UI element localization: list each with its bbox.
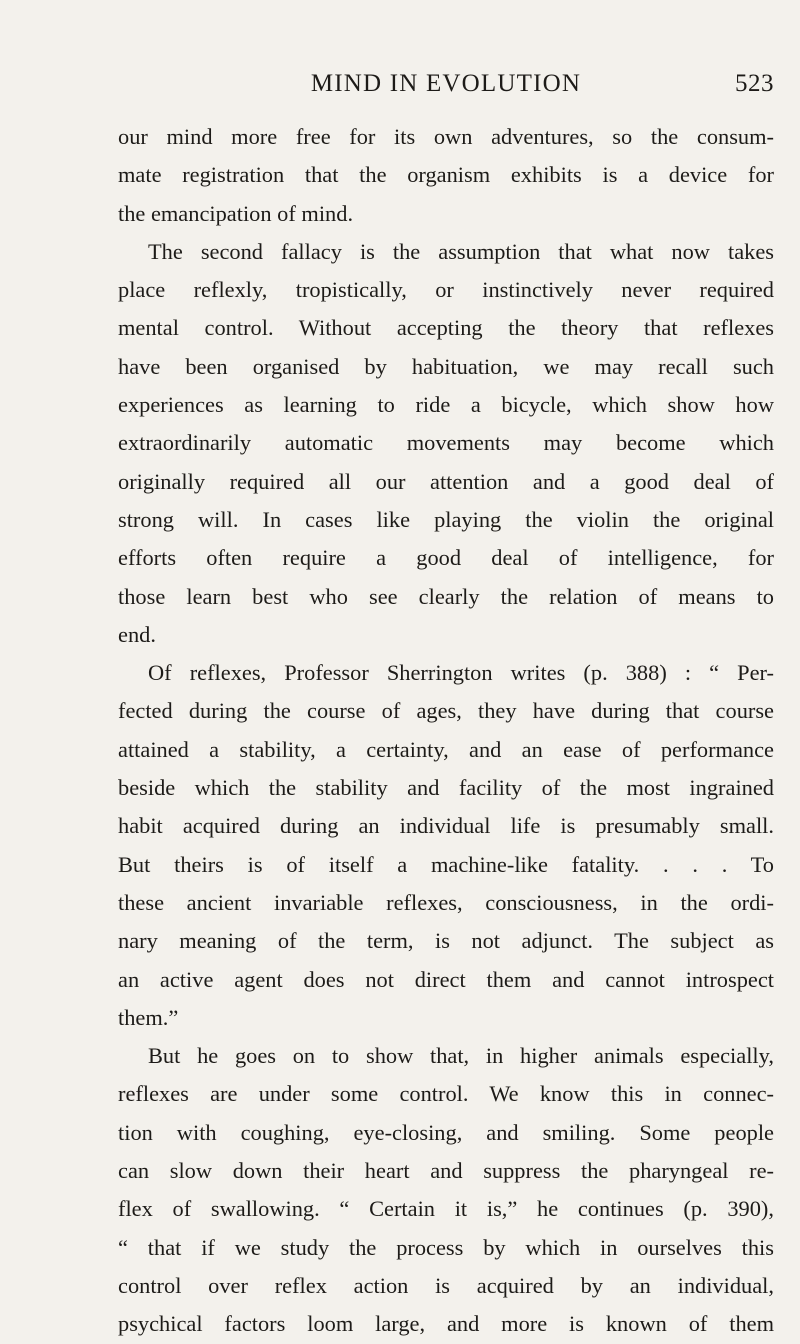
page-number: 523 [735, 70, 774, 97]
text-line: an active agent does not direct them and cannot introspect [118, 966, 774, 992]
text-line: mental control. Without accepting the theory that reflexes [118, 315, 774, 341]
text-line: those learn best who see clearly the relation of means to [118, 583, 774, 609]
text-line: strong will. In cases like playing the violin the original [118, 506, 774, 532]
text-line: have been organised by habituation, we may recall such [118, 353, 774, 379]
text-line: mate registration that the organism exhibits is a device for [118, 162, 774, 188]
text-line: beside which the stability and facility of the most ingrained [118, 775, 774, 801]
text-line: end. [118, 621, 156, 647]
text-line: extraordinarily automatic movements may become which [118, 430, 774, 456]
text-line: efforts often require a good deal of intelligence, for [118, 545, 774, 571]
text-line: The second fallacy is the assumption that what now takes [148, 238, 774, 264]
text-line: these ancient invariable reflexes, consciousness, in the ordi- [118, 889, 774, 915]
running-title: MIND IN EVOLUTION [310, 70, 582, 97]
text-line: psychical factors loom large, and more is known of them [118, 1311, 774, 1337]
text-line: our mind more free for its own adventures, so the consum- [118, 124, 774, 149]
text-line: place reflexly, tropistically, or instinctively never required [118, 277, 774, 303]
text-line: experiences as learning to ride a bicycle, which show how [118, 392, 774, 418]
text-line: fected during the course of ages, they have during that course [118, 698, 774, 724]
text-line: habit acquired during an individual life is presumably small. [118, 813, 774, 839]
text-line: nary meaning of the term, is not adjunct. The subject as [118, 928, 774, 954]
text-line: tion with coughing, eye-closing, and smiling. Some people [118, 1119, 774, 1145]
text-line: But theirs is of itself a machine-like fatality. . . . To [118, 851, 774, 877]
text-line: flex of swallowing. “ Certain it is,” he continues (p. 390), [118, 1196, 774, 1222]
text-line: reflexes are under some control. We know this in connec- [118, 1081, 774, 1107]
text-line: can slow down their heart and suppress the pharyngeal re- [118, 1158, 774, 1184]
text-line: originally required all our attention and a good deal of [118, 468, 774, 494]
text-line: Of reflexes, Professor Sherrington writes (p. 388) : “ Per- [148, 660, 774, 686]
text-line: control over reflex action is acquired by an individual, [118, 1272, 774, 1298]
body-text [118, 118, 774, 1344]
text-line: the emancipation of mind. [118, 200, 354, 226]
text-line: “ that if we study the process by which in ourselves this [118, 1234, 774, 1260]
text-line: But he goes on to show that, in higher animals especially, [148, 1043, 774, 1069]
text-line: attained a stability, a certainty, and an ease of performance [118, 736, 774, 762]
text-line: them.” [118, 1004, 179, 1030]
running-head [118, 70, 774, 106]
